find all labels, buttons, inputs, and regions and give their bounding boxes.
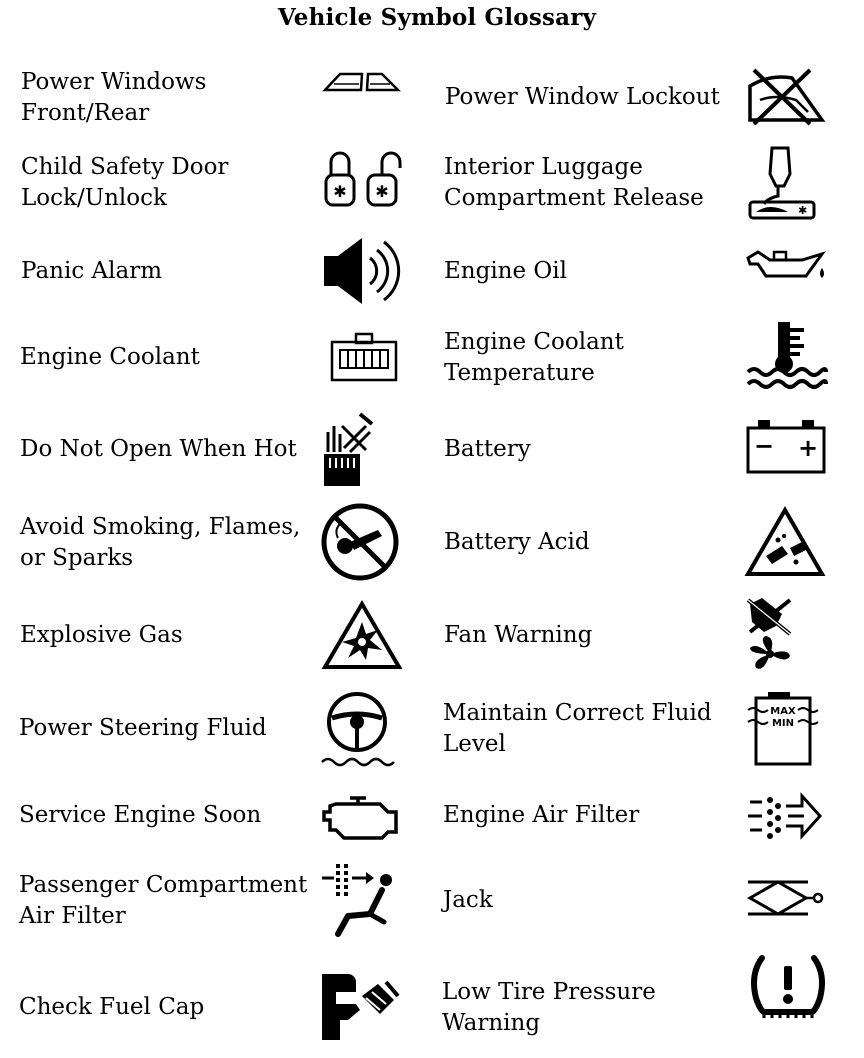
explosive-gas-icon [322, 600, 402, 670]
oil-can-icon [746, 248, 828, 282]
power-windows-icon [322, 70, 404, 94]
battery-icon [746, 418, 828, 474]
engine-air-filter-icon [746, 792, 824, 840]
battery-plus-sign: + [797, 434, 819, 462]
battery-minus-sign: − [753, 432, 775, 460]
coolant-temp-icon [746, 320, 826, 390]
label-do-not-open-hot: Do Not Open When Hot [20, 436, 297, 462]
label-fan-warning: Fan Warning [444, 622, 593, 648]
label-service-engine-soon: Service Engine Soon [19, 802, 262, 828]
label-explosive-gas: Explosive Gas [20, 622, 183, 648]
fluid-min-text: MIN [771, 718, 795, 729]
label-power-steering-fluid: Power Steering Fluid [19, 715, 267, 741]
label-passenger-air-filter: Passenger Compartment Air Filter [19, 872, 308, 929]
page-title: Vehicle Symbol Glossary [277, 4, 597, 31]
window-lockout-icon [746, 66, 826, 128]
trunk-release-icon [748, 146, 816, 222]
label-engine-oil: Engine Oil [444, 258, 567, 284]
battery-acid-icon [744, 506, 826, 578]
do-not-open-hot-icon [322, 412, 382, 488]
svg-text:✱: ✱ [333, 182, 347, 201]
label-coolant-temperature: Engine Coolant Temperature [444, 329, 624, 386]
label-jack: Jack [443, 887, 493, 913]
coolant-reservoir-icon [330, 332, 400, 384]
label-power-windows: Power Windows Front/Rear [21, 69, 207, 126]
label-tire-pressure: Low Tire Pressure Warning [442, 979, 656, 1036]
no-smoking-icon [320, 502, 400, 582]
engine-icon [320, 794, 404, 840]
speaker-icon [322, 236, 404, 306]
cabin-air-filter-icon [320, 858, 400, 940]
steering-wheel-icon [320, 692, 394, 770]
label-battery-acid: Battery Acid [444, 529, 590, 555]
fan-warning-icon [746, 596, 800, 676]
label-fluid-level: Maintain Correct Fluid Level [443, 700, 712, 757]
label-avoid-smoking: Avoid Smoking, Flames, or Sparks [20, 514, 301, 571]
fuel-cap-icon [320, 970, 402, 1042]
label-luggage-release: Interior Luggage Compartment Release [444, 154, 704, 211]
label-child-safety-lock: Child Safety Door Lock/Unlock [21, 154, 229, 211]
label-check-fuel-cap: Check Fuel Cap [19, 994, 205, 1020]
label-engine-coolant: Engine Coolant [20, 344, 200, 370]
label-engine-air-filter: Engine Air Filter [443, 802, 640, 828]
child-lock-icon [322, 150, 408, 210]
fluid-level-icon [746, 690, 820, 766]
svg-text:✱: ✱ [798, 204, 808, 217]
jack-icon [746, 878, 824, 918]
svg-text:✱: ✱ [375, 182, 389, 201]
fluid-max-text: MAX [770, 706, 796, 717]
label-battery: Battery [444, 436, 531, 462]
label-panic-alarm: Panic Alarm [21, 258, 162, 284]
label-window-lockout: Power Window Lockout [445, 84, 720, 110]
tire-pressure-icon [748, 954, 828, 1020]
